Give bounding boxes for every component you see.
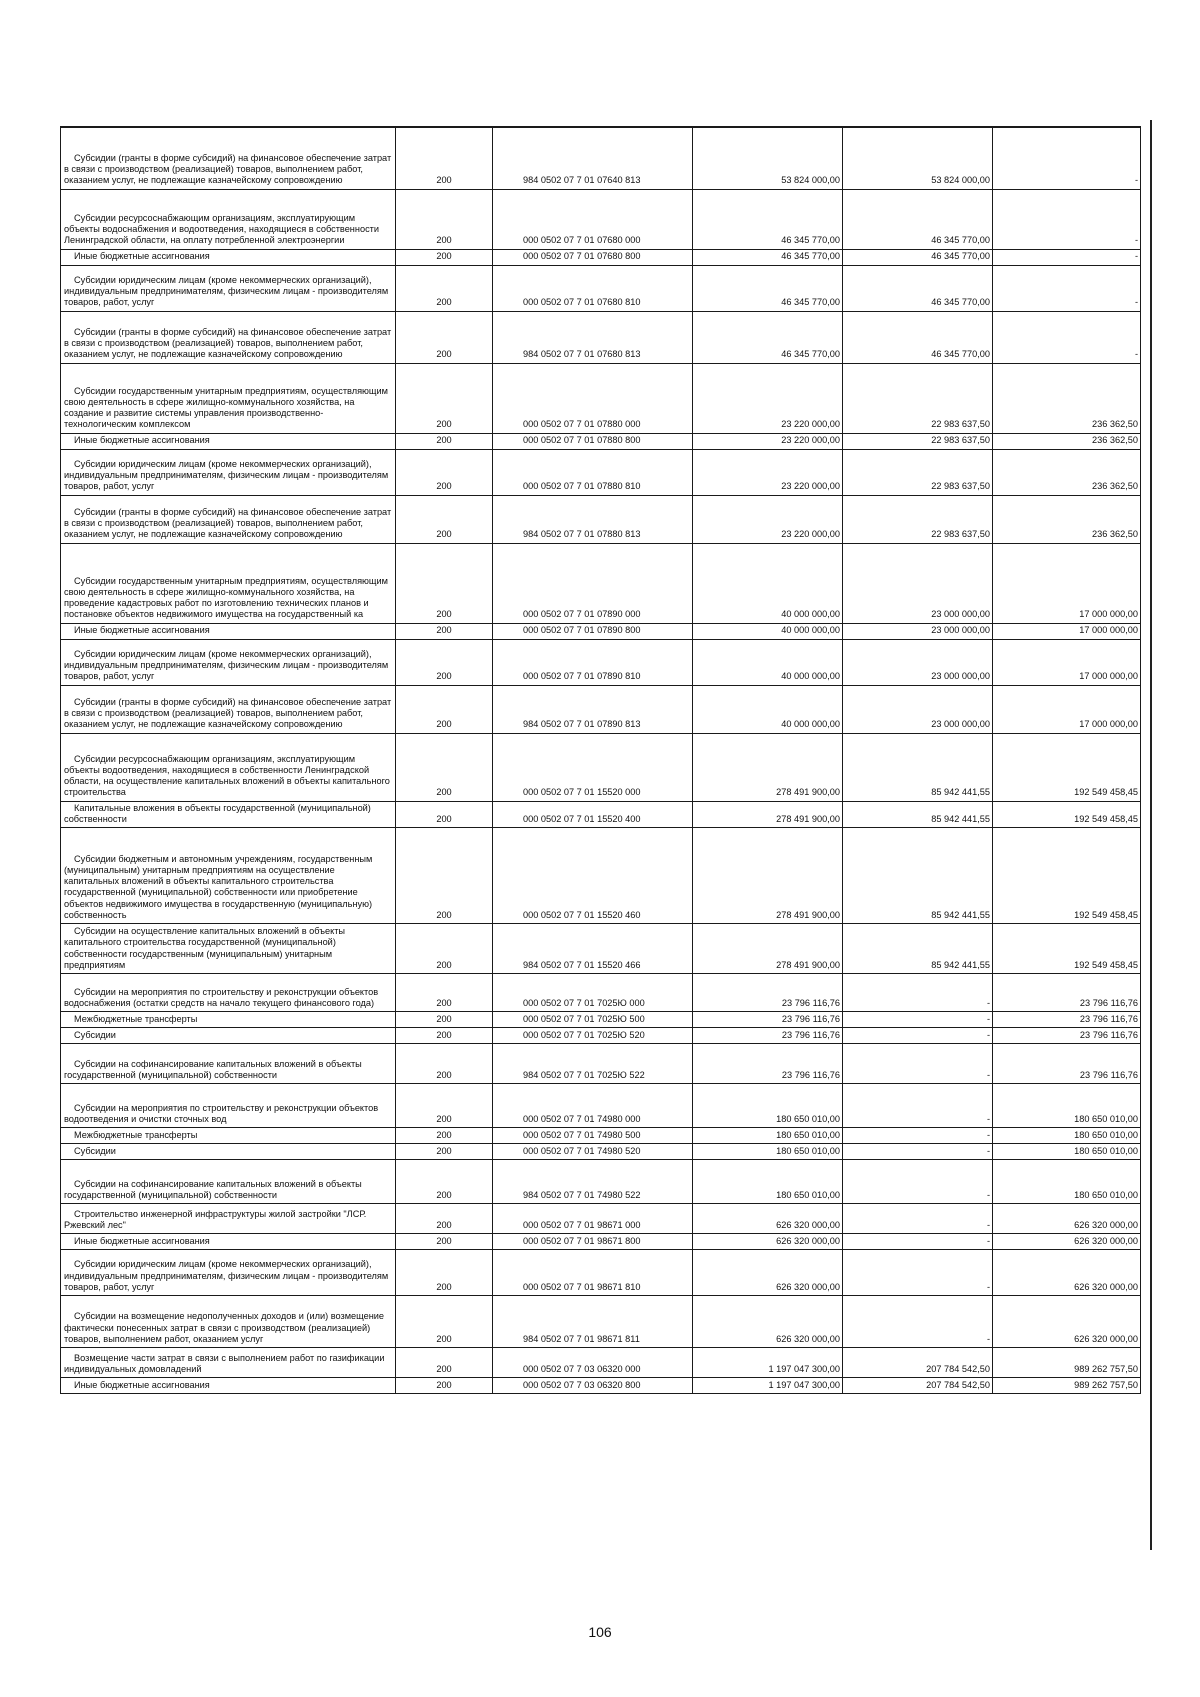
row-name-text: Субсидии на возмещение недополученных доходов и (или) возмещение фактически понесенных затрат в связи с производством (реализацией) товаров, выполнением работ, оказанием услуг [64, 1311, 385, 1344]
row-kbk-cell: 000 0502 07 7 01 07890 000 [493, 543, 693, 623]
row-name-cell [61, 1347, 396, 1377]
row-name-text: Субсидии государственным унитарным предприятиям, осуществляющим свою деятельность в сфере жилищно-коммунального хозяйства, на проведение кадастровых работ по изготовлению технических планов и постановке объектов недвижимого имущества на государственный ка [64, 576, 388, 620]
row-rest-cell: 989 262 757,50 [993, 1377, 1141, 1393]
row-code-cell: 200 [396, 1143, 493, 1159]
row-name-cell [61, 1027, 396, 1043]
row-name-text: Межбюджетные трансферты [74, 1013, 198, 1024]
table-row [61, 1083, 1141, 1127]
row-exec-cell: 85 942 441,55 [843, 923, 993, 973]
row-rest-cell: - [993, 189, 1141, 249]
row-name-cell [61, 827, 396, 923]
table-row [61, 923, 1141, 973]
row-name-cell [61, 801, 396, 827]
row-exec-cell: 22 983 637,50 [843, 449, 993, 495]
row-exec-cell: 53 824 000,00 [843, 127, 993, 189]
row-rest-cell: 180 650 010,00 [993, 1083, 1141, 1127]
row-kbk-cell: 000 0502 07 7 01 7025Ю 000 [493, 973, 693, 1011]
row-code-cell: 200 [396, 433, 493, 449]
row-exec-cell: 46 345 770,00 [843, 189, 993, 249]
row-kbk-cell: 000 0502 07 7 01 15520 000 [493, 733, 693, 801]
row-name-text: Субсидии на софинансирование капитальных вложений в объекты государственной (муниципальной) собственности [64, 1178, 362, 1200]
row-kbk-cell: 984 0502 07 7 01 07640 813 [493, 127, 693, 189]
row-name-text: Субсидии (гранты в форме субсидий) на финансовое обеспечение затрат в связи с производством (реализацией) товаров, выполнением работ, оказанием услуг, не подлежащие казначейскому сопровождению [64, 697, 392, 730]
row-name-text: Субсидии бюджетным и автономным учреждениям, государственным (муниципальным) унитарным предприятиям на осуществление капитальных вложений в объекты капитального строительства государственной (муниципальной) собственности или приобретение объектов недвижимого имущества в государственную (муниципальную) собственность [64, 854, 373, 920]
row-exec-cell: - [843, 1043, 993, 1083]
row-name-cell [61, 543, 396, 623]
row-name-text: Субсидии (гранты в форме субсидий) на финансовое обеспечение затрат в связи с производством (реализацией) товаров, выполнением работ, оказанием услуг, не подлежащие казначейскому сопровождению [64, 327, 392, 360]
row-plan-cell: 180 650 010,00 [693, 1127, 843, 1143]
row-exec-cell: 46 345 770,00 [843, 249, 993, 265]
row-exec-cell: - [843, 973, 993, 1011]
row-name-cell [61, 1233, 396, 1249]
row-name-cell [61, 265, 396, 311]
row-rest-cell: 17 000 000,00 [993, 639, 1141, 685]
row-code-cell: 200 [396, 1127, 493, 1143]
row-rest-cell: - [993, 127, 1141, 189]
row-exec-cell: 85 942 441,55 [843, 733, 993, 801]
table-body [61, 127, 1141, 1393]
row-name-text: Иные бюджетные ассигнования [74, 1235, 210, 1246]
row-name-text: Субсидии юридическим лицам (кроме некоммерческих организаций), индивидуальным предпринимателям, физическим лицам - производителям товаров, работ, услуг [64, 275, 389, 308]
row-name-cell [61, 1203, 396, 1233]
row-name-cell [61, 1011, 396, 1027]
row-plan-cell: 53 824 000,00 [693, 127, 843, 189]
row-name-text: Субсидии на софинансирование капитальных вложений в объекты государственной (муниципальной) собственности [64, 1058, 362, 1080]
row-code-cell: 200 [396, 1203, 493, 1233]
row-name-text: Иные бюджетные ассигнования [74, 251, 210, 262]
row-name-text: Иные бюджетные ассигнования [74, 435, 210, 446]
row-plan-cell: 626 320 000,00 [693, 1249, 843, 1295]
row-kbk-cell: 984 0502 07 7 01 7025Ю 522 [493, 1043, 693, 1083]
table-row [61, 1233, 1141, 1249]
row-code-cell: 200 [396, 449, 493, 495]
row-code-cell: 200 [396, 1377, 493, 1393]
row-kbk-cell: 000 0502 07 7 01 07890 810 [493, 639, 693, 685]
row-kbk-cell: 000 0502 07 7 01 07680 800 [493, 249, 693, 265]
row-exec-cell: - [843, 1027, 993, 1043]
table-row [61, 1295, 1141, 1347]
row-rest-cell: 236 362,50 [993, 449, 1141, 495]
row-name-text: Иные бюджетные ассигнования [74, 625, 210, 636]
row-name-cell [61, 923, 396, 973]
row-name-cell [61, 639, 396, 685]
row-exec-cell: 85 942 441,55 [843, 827, 993, 923]
table-row [61, 495, 1141, 543]
row-kbk-cell: 000 0502 07 7 01 7025Ю 520 [493, 1027, 693, 1043]
budget-execution-table [60, 126, 1141, 1394]
row-kbk-cell: 000 0502 07 7 01 74980 520 [493, 1143, 693, 1159]
row-code-cell: 200 [396, 127, 493, 189]
row-kbk-cell: 000 0502 07 7 01 07880 810 [493, 449, 693, 495]
row-rest-cell: 192 549 458,45 [993, 923, 1141, 973]
row-code-cell: 200 [396, 311, 493, 363]
row-name-cell [61, 1127, 396, 1143]
row-rest-cell: 180 650 010,00 [993, 1143, 1141, 1159]
row-plan-cell: 626 320 000,00 [693, 1203, 843, 1233]
table-row [61, 1203, 1141, 1233]
row-rest-cell: 180 650 010,00 [993, 1127, 1141, 1143]
row-rest-cell: 192 549 458,45 [993, 827, 1141, 923]
row-name-cell [61, 495, 396, 543]
row-exec-cell: - [843, 1127, 993, 1143]
row-plan-cell: 23 796 116,76 [693, 1027, 843, 1043]
row-rest-cell: 626 320 000,00 [993, 1295, 1141, 1347]
table-row [61, 543, 1141, 623]
table-row [61, 1377, 1141, 1393]
row-rest-cell: 236 362,50 [993, 495, 1141, 543]
row-name-text: Субсидии на осуществление капитальных вложений в объекты капитального строительства государственной (муниципальной) собственности государственным (муниципальным) унитарным предприятиям [64, 926, 345, 970]
row-kbk-cell: 984 0502 07 7 01 07880 813 [493, 495, 693, 543]
row-name-text: Иные бюджетные ассигнования [74, 1379, 210, 1390]
row-name-text: Субсидии [74, 1029, 116, 1040]
table-row [61, 449, 1141, 495]
row-plan-cell: 40 000 000,00 [693, 623, 843, 639]
row-kbk-cell: 000 0502 07 7 01 74980 500 [493, 1127, 693, 1143]
row-exec-cell: 85 942 441,55 [843, 801, 993, 827]
row-kbk-cell: 984 0502 07 7 01 07890 813 [493, 685, 693, 733]
row-code-cell: 200 [396, 1295, 493, 1347]
row-code-cell: 200 [396, 543, 493, 623]
row-plan-cell: 40 000 000,00 [693, 685, 843, 733]
row-plan-cell: 180 650 010,00 [693, 1083, 843, 1127]
row-name-text: Субсидии юридическим лицам (кроме некоммерческих организаций), индивидуальным предпринимателям, физическим лицам - производителям товаров, работ, услуг [64, 1259, 389, 1292]
row-plan-cell: 40 000 000,00 [693, 639, 843, 685]
row-name-cell [61, 249, 396, 265]
row-code-cell: 200 [396, 973, 493, 1011]
table-row [61, 827, 1141, 923]
scan-edge-line [1150, 120, 1152, 1550]
row-code-cell: 200 [396, 1347, 493, 1377]
row-exec-cell: - [843, 1249, 993, 1295]
row-kbk-cell: 000 0502 07 7 01 15520 400 [493, 801, 693, 827]
row-name-cell [61, 733, 396, 801]
row-name-text: Субсидии ресурсоснабжающим организациям, эксплуатирующим объекты водоснабжения и водоотведения, находящиеся в собственности Ленинградской области, на оплату потребленной электроэнергии [64, 213, 380, 246]
row-exec-cell: 46 345 770,00 [843, 265, 993, 311]
row-code-cell: 200 [396, 1083, 493, 1127]
table-row [61, 685, 1141, 733]
row-kbk-cell: 000 0502 07 7 01 07880 800 [493, 433, 693, 449]
row-plan-cell: 278 491 900,00 [693, 923, 843, 973]
table-row [61, 1347, 1141, 1377]
row-rest-cell: 192 549 458,45 [993, 801, 1141, 827]
table-row [61, 249, 1141, 265]
table-row [61, 363, 1141, 433]
row-name-cell [61, 685, 396, 733]
row-code-cell: 200 [396, 685, 493, 733]
row-exec-cell: 22 983 637,50 [843, 495, 993, 543]
row-code-cell: 200 [396, 1011, 493, 1027]
row-code-cell: 200 [396, 495, 493, 543]
row-plan-cell: 1 197 047 300,00 [693, 1377, 843, 1393]
row-rest-cell: - [993, 311, 1141, 363]
row-exec-cell: - [843, 1143, 993, 1159]
row-name-cell [61, 311, 396, 363]
row-plan-cell: 278 491 900,00 [693, 733, 843, 801]
table-row [61, 801, 1141, 827]
row-plan-cell: 180 650 010,00 [693, 1159, 843, 1203]
row-kbk-cell: 000 0502 07 7 01 07680 000 [493, 189, 693, 249]
row-rest-cell: 23 796 116,76 [993, 1043, 1141, 1083]
row-name-text: Субсидии юридическим лицам (кроме некоммерческих организаций), индивидуальным предпринимателям, физическим лицам - производителям товаров, работ, услуг [64, 459, 389, 492]
row-name-cell [61, 1083, 396, 1127]
row-exec-cell: - [843, 1203, 993, 1233]
row-code-cell: 200 [396, 363, 493, 433]
row-kbk-cell: 000 0502 07 7 01 07680 810 [493, 265, 693, 311]
row-rest-cell: 17 000 000,00 [993, 685, 1141, 733]
row-rest-cell: 23 796 116,76 [993, 1027, 1141, 1043]
row-name-text: Субсидии (гранты в форме субсидий) на финансовое обеспечение затрат в связи с производством (реализацией) товаров, выполнением работ, оказанием услуг, не подлежащие казначейскому сопровождению [64, 153, 392, 186]
row-exec-cell: 23 000 000,00 [843, 543, 993, 623]
row-kbk-cell: 000 0502 07 7 01 07880 000 [493, 363, 693, 433]
row-plan-cell: 1 197 047 300,00 [693, 1347, 843, 1377]
row-exec-cell: 46 345 770,00 [843, 311, 993, 363]
row-rest-cell: 23 796 116,76 [993, 973, 1141, 1011]
row-name-cell [61, 433, 396, 449]
row-rest-cell: 180 650 010,00 [993, 1159, 1141, 1203]
table-row [61, 733, 1141, 801]
row-name-cell [61, 623, 396, 639]
row-kbk-cell: 984 0502 07 7 01 15520 466 [493, 923, 693, 973]
row-plan-cell: 180 650 010,00 [693, 1143, 843, 1159]
row-name-cell [61, 973, 396, 1011]
row-rest-cell: 989 262 757,50 [993, 1347, 1141, 1377]
row-kbk-cell: 000 0502 07 7 01 98671 000 [493, 1203, 693, 1233]
row-kbk-cell: 000 0502 07 7 01 07890 800 [493, 623, 693, 639]
row-plan-cell: 46 345 770,00 [693, 265, 843, 311]
row-name-cell [61, 449, 396, 495]
row-code-cell: 200 [396, 1043, 493, 1083]
row-plan-cell: 278 491 900,00 [693, 801, 843, 827]
row-exec-cell: - [843, 1159, 993, 1203]
row-plan-cell: 23 220 000,00 [693, 433, 843, 449]
row-rest-cell: 236 362,50 [993, 363, 1141, 433]
table-row [61, 1011, 1141, 1027]
row-name-cell [61, 1377, 396, 1393]
row-name-text: Субсидии (гранты в форме субсидий) на финансовое обеспечение затрат в связи с производством (реализацией) товаров, выполнением работ, оказанием услуг, не подлежащие казначейскому сопровождению [64, 507, 392, 540]
row-kbk-cell: 000 0502 07 7 01 98671 800 [493, 1233, 693, 1249]
table-row [61, 1143, 1141, 1159]
row-plan-cell: 278 491 900,00 [693, 827, 843, 923]
row-exec-cell: - [843, 1083, 993, 1127]
row-kbk-cell: 000 0502 07 7 01 15520 460 [493, 827, 693, 923]
row-code-cell: 200 [396, 265, 493, 311]
row-kbk-cell: 000 0502 07 7 01 98671 810 [493, 1249, 693, 1295]
row-exec-cell: 23 000 000,00 [843, 685, 993, 733]
row-rest-cell: 626 320 000,00 [993, 1203, 1141, 1233]
row-name-cell [61, 1159, 396, 1203]
row-exec-cell: 23 000 000,00 [843, 623, 993, 639]
row-plan-cell: 40 000 000,00 [693, 543, 843, 623]
row-name-cell [61, 1043, 396, 1083]
row-exec-cell: 22 983 637,50 [843, 363, 993, 433]
row-code-cell: 200 [396, 623, 493, 639]
row-code-cell: 200 [396, 1027, 493, 1043]
row-kbk-cell: 984 0502 07 7 01 07680 813 [493, 311, 693, 363]
table-row [61, 1043, 1141, 1083]
row-name-text: Субсидии на мероприятия по строительству и реконструкции объектов водоотведения и очистки сточных вод [64, 1102, 379, 1124]
row-rest-cell: 626 320 000,00 [993, 1249, 1141, 1295]
row-plan-cell: 46 345 770,00 [693, 189, 843, 249]
row-code-cell: 200 [396, 249, 493, 265]
row-rest-cell: 23 796 116,76 [993, 1011, 1141, 1027]
row-rest-cell: 192 549 458,45 [993, 733, 1141, 801]
row-plan-cell: 23 796 116,76 [693, 973, 843, 1011]
table-row [61, 265, 1141, 311]
table-row [61, 1127, 1141, 1143]
row-exec-cell: 207 784 542,50 [843, 1377, 993, 1393]
row-name-cell [61, 1249, 396, 1295]
row-rest-cell: 17 000 000,00 [993, 623, 1141, 639]
row-plan-cell: 23 796 116,76 [693, 1043, 843, 1083]
row-code-cell: 200 [396, 827, 493, 923]
row-name-text: Субсидии ресурсоснабжающим организациям, эксплуатирующим объекты водоотведения, находящиеся в собственности Ленинградской области, на осуществление капитальных вложений в объекты капитального строительства [64, 754, 390, 798]
row-name-text: Субсидии юридическим лицам (кроме некоммерческих организаций), индивидуальным предпринимателям, физическим лицам - производителям товаров, работ, услуг [64, 649, 389, 682]
row-exec-cell: - [843, 1295, 993, 1347]
row-kbk-cell: 000 0502 07 7 01 74980 000 [493, 1083, 693, 1127]
row-exec-cell: 22 983 637,50 [843, 433, 993, 449]
row-name-cell [61, 1143, 396, 1159]
row-kbk-cell: 984 0502 07 7 01 74980 522 [493, 1159, 693, 1203]
row-plan-cell: 626 320 000,00 [693, 1233, 843, 1249]
row-plan-cell: 23 796 116,76 [693, 1011, 843, 1027]
table-row [61, 1027, 1141, 1043]
row-exec-cell: - [843, 1233, 993, 1249]
row-name-cell [61, 127, 396, 189]
row-name-text: Капитальные вложения в объекты государственной (муниципальной) собственности [64, 802, 371, 824]
row-code-cell: 200 [396, 1233, 493, 1249]
row-code-cell: 200 [396, 639, 493, 685]
row-name-text: Межбюджетные трансферты [74, 1129, 198, 1140]
row-name-text: Субсидии [74, 1145, 116, 1156]
row-plan-cell: 46 345 770,00 [693, 311, 843, 363]
row-kbk-cell: 000 0502 07 7 03 06320 800 [493, 1377, 693, 1393]
page-number: 106 [588, 1624, 612, 1640]
table-row [61, 623, 1141, 639]
row-name-text: Субсидии на мероприятия по строительству и реконструкции объектов водоснабжения (остатки средств на начало текущего финансового года) [64, 986, 379, 1008]
table-row [61, 639, 1141, 685]
row-rest-cell: - [993, 249, 1141, 265]
row-rest-cell: 626 320 000,00 [993, 1233, 1141, 1249]
row-code-cell: 200 [396, 1249, 493, 1295]
row-name-cell [61, 1295, 396, 1347]
row-name-text: Возмещение части затрат в связи с выполнением работ по газификации индивидуальных домовладений [64, 1352, 385, 1374]
row-code-cell: 200 [396, 923, 493, 973]
row-rest-cell: 236 362,50 [993, 433, 1141, 449]
row-exec-cell: - [843, 1011, 993, 1027]
table-row [61, 973, 1141, 1011]
table-row [61, 1249, 1141, 1295]
row-code-cell: 200 [396, 801, 493, 827]
row-plan-cell: 46 345 770,00 [693, 249, 843, 265]
table-row [61, 1159, 1141, 1203]
table-row [61, 127, 1141, 189]
table-row [61, 189, 1141, 249]
row-kbk-cell: 984 0502 07 7 01 98671 811 [493, 1295, 693, 1347]
row-name-text: Строительство инженерной инфраструктуры жилой застройки "ЛСР. Ржевский лес" [64, 1208, 367, 1230]
table-row [61, 311, 1141, 363]
table-row [61, 433, 1141, 449]
row-rest-cell: - [993, 265, 1141, 311]
row-rest-cell: 17 000 000,00 [993, 543, 1141, 623]
row-plan-cell: 23 220 000,00 [693, 449, 843, 495]
row-name-text: Субсидии государственным унитарным предприятиям, осуществляющим свою деятельность в сфере жилищно-коммунального хозяйства, на создание и развитие системы управления производственно-технологическим комплексом [64, 386, 388, 430]
row-plan-cell: 23 220 000,00 [693, 363, 843, 433]
row-code-cell: 200 [396, 1159, 493, 1203]
row-plan-cell: 23 220 000,00 [693, 495, 843, 543]
row-exec-cell: 23 000 000,00 [843, 639, 993, 685]
row-kbk-cell: 000 0502 07 7 03 06320 000 [493, 1347, 693, 1377]
row-plan-cell: 626 320 000,00 [693, 1295, 843, 1347]
row-code-cell: 200 [396, 733, 493, 801]
row-name-cell [61, 363, 396, 433]
row-name-cell [61, 189, 396, 249]
row-kbk-cell: 000 0502 07 7 01 7025Ю 500 [493, 1011, 693, 1027]
row-exec-cell: 207 784 542,50 [843, 1347, 993, 1377]
row-code-cell: 200 [396, 189, 493, 249]
